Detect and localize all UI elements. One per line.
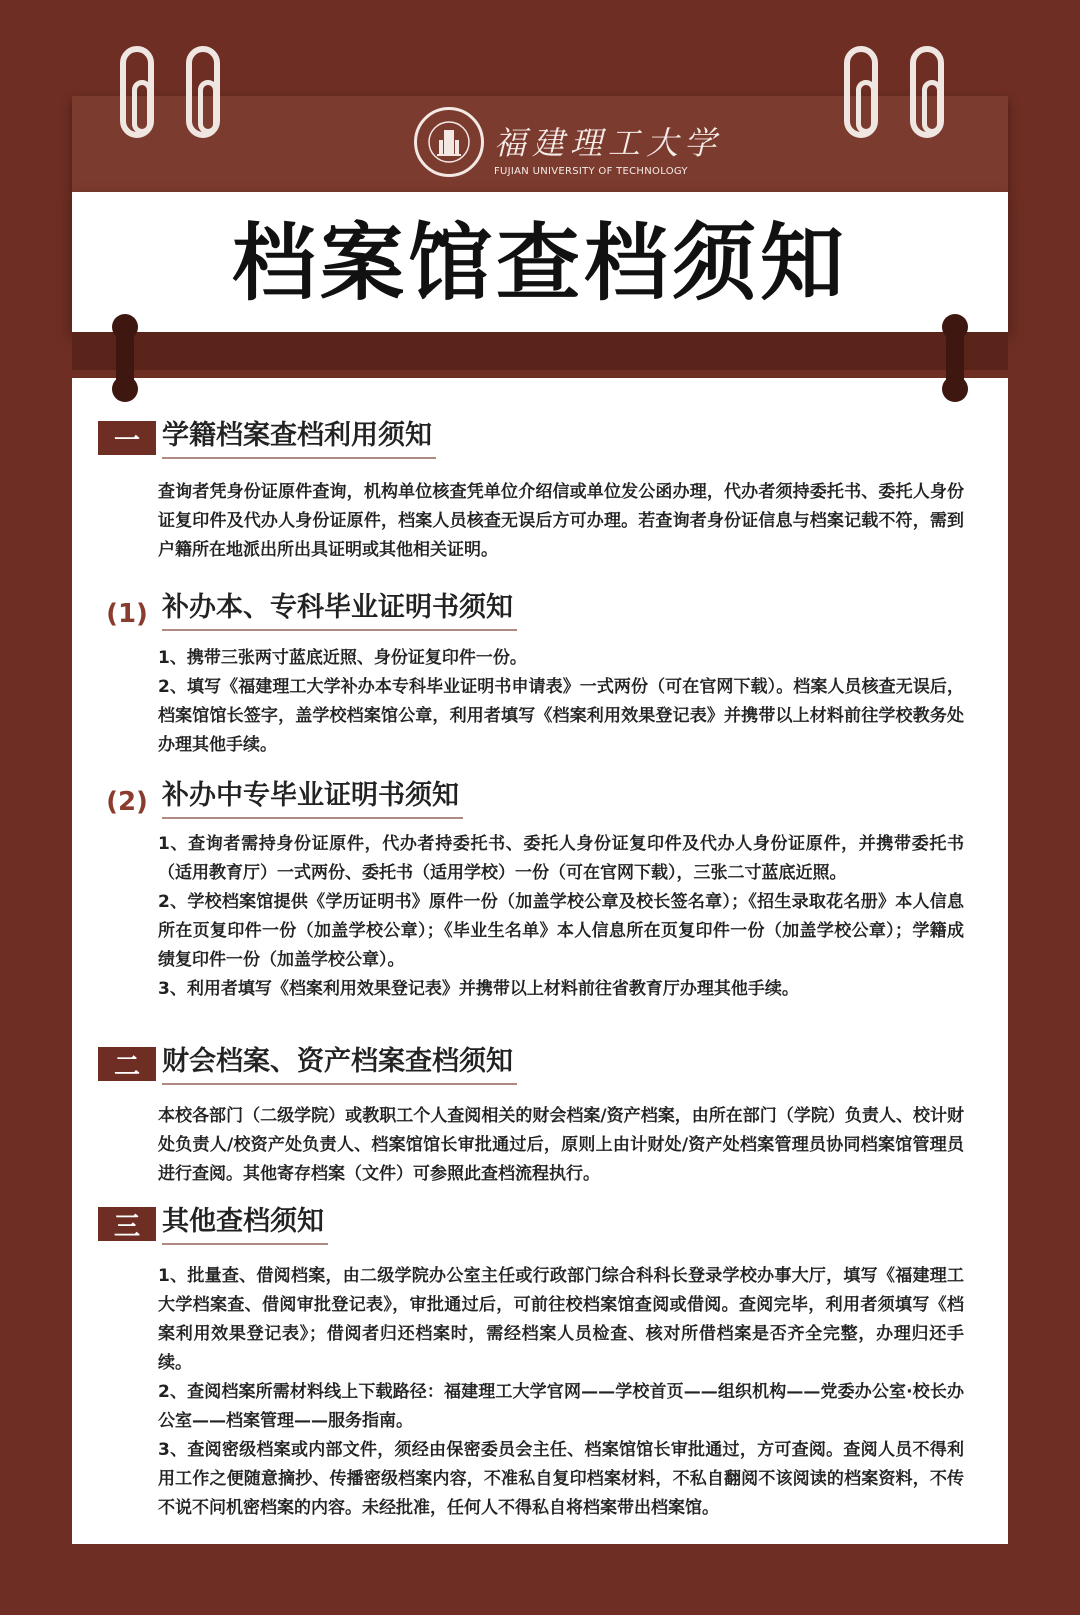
section-header-3 bbox=[98, 1204, 328, 1245]
section-body-1 bbox=[158, 478, 964, 565]
section-number: 一 bbox=[98, 421, 156, 455]
subsection-title: 补办中专毕业证明书须知 bbox=[162, 778, 463, 819]
paragraph: 本校各部门（二级学院）或教职工个人查阅相关的财会档案/资产档案，由所在部门（学院）负责人、校计财处负责人/校资产处负责人、档案馆馆长审批通过后，原则上由计财处/资产处档案管理员协同档案馆管理员进行查阅。其他寄存档案（文件）可参照此查档流程执行。 bbox=[158, 1106, 964, 1184]
scroll-rod bbox=[72, 332, 1008, 370]
list-item: 1、查询者需持身份证原件，代办者持委托书、委托人身份证复印件及代办人身份证原件，并携带委托书（适用教育厅）一式两份、委托书（适用学校）一份（可在官网下载），三张二寸蓝底近照。 bbox=[158, 834, 964, 883]
university-seal-icon bbox=[414, 107, 484, 177]
logo-en: FUJIAN UNIVERSITY OF TECHNOLOGY bbox=[494, 166, 688, 177]
list-item: 3、查阅密级档案或内部文件，须经由保密委员会主任、档案馆馆长审批通过，方可查阅。查阅人员不得利用工作之便随意摘抄、传播密级档案内容，不准私自复印档案材料，不私自翻阅不该阅读的档案资料，不传不说不问机密档案的内容。未经批准，任何人不得私自将档案带出档案馆。 bbox=[158, 1440, 964, 1518]
scroll-peg bbox=[116, 318, 134, 398]
section-title: 其他查档须知 bbox=[162, 1204, 328, 1245]
section-header-1 bbox=[98, 418, 436, 459]
page-title: 档案馆查档须知 bbox=[231, 214, 848, 312]
subsection-number: (1) bbox=[106, 599, 148, 629]
list-item: 2、学校档案馆提供《学历证明书》原件一份（加盖学校公章及校长签名章）；《招生录取花名册》本人信息所在页复印件一份（加盖学校公章）；《毕业生名单》本人信息所在页复印件一份（加盖学校公章）；学籍成绩复印件一份（加盖学校公章）。 bbox=[158, 892, 964, 970]
section-body-2 bbox=[158, 1102, 964, 1189]
section-header-2 bbox=[98, 1044, 517, 1085]
subsection-header-2 bbox=[98, 778, 463, 819]
list-item: 2、填写《福建理工大学补办本专科毕业证明书申请表》一式两份（可在官网下载）。档案人员核查无误后，档案馆馆长签字，盖学校档案馆公章，利用者填写《档案利用效果登记表》并携带以上材料前往学校教务处办理其他手续。 bbox=[158, 677, 964, 755]
list-item: 3、利用者填写《档案利用效果登记表》并携带以上材料前往省教育厅办理其他手续。 bbox=[158, 979, 799, 999]
paper-clip-icon bbox=[120, 46, 154, 138]
section-title: 财会档案、资产档案查档须知 bbox=[162, 1044, 517, 1085]
paper-clip-icon bbox=[910, 46, 944, 138]
scroll-peg bbox=[946, 318, 964, 398]
section-body-3 bbox=[158, 1262, 964, 1523]
paragraph: 查询者凭身份证原件查询，机构单位核查凭单位介绍信或单位发公函办理，代办者须持委托书、委托人身份证复印件及代办人身份证原件，档案人员核查无误后方可办理。若查询者身份证信息与档案记载不符，需到户籍所在地派出所出具证明或其他相关证明。 bbox=[158, 482, 964, 560]
paper-clip-icon bbox=[186, 46, 220, 138]
subsection-body-1 bbox=[158, 644, 964, 760]
list-item: 2、查阅档案所需材料线上下载路径：福建理工大学官网——学校首页——组织机构——党委办公室·校长办公室——档案管理——服务指南。 bbox=[158, 1382, 964, 1431]
list-item: 1、携带三张两寸蓝底近照、身份证复印件一份。 bbox=[158, 648, 527, 668]
section-number: 二 bbox=[98, 1047, 156, 1081]
list-item: 1、批量查、借阅档案，由二级学院办公室主任或行政部门综合科科长登录学校办事大厅，填写《福建理工大学档案查、借阅审批登记表》，审批通过后，可前往校档案馆查阅或借阅。查阅完毕，利用者须填写《档案利用效果登记表》；借阅者归还档案时，需经档案人员检查、核对所借档案是否齐全完整，办理归还手续。 bbox=[158, 1266, 964, 1373]
logo-cn: 福建理工大学 bbox=[494, 124, 723, 162]
subsection-title: 补办本、专科毕业证明书须知 bbox=[162, 590, 517, 631]
subsection-number: (2) bbox=[106, 787, 148, 817]
subsection-header-1 bbox=[98, 590, 517, 631]
university-logo bbox=[494, 118, 722, 177]
subsection-body-2 bbox=[158, 830, 964, 1004]
section-number: 三 bbox=[98, 1207, 156, 1241]
paper-clip-icon bbox=[844, 46, 878, 138]
section-title: 学籍档案查档利用须知 bbox=[162, 418, 436, 459]
